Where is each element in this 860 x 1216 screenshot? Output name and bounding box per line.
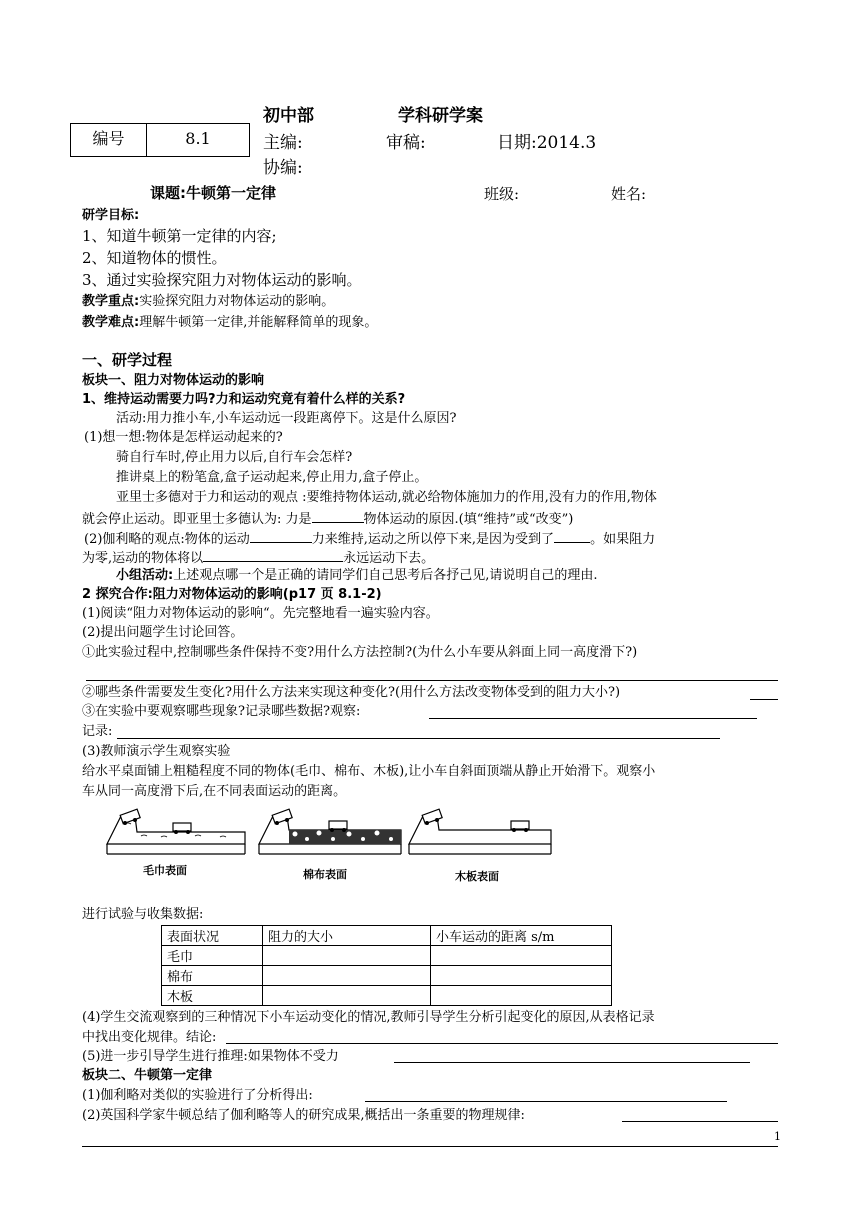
answer-line[interactable] — [226, 1043, 778, 1044]
step5-text: (5)进一步引导学生进行推理:如果物体不受力 — [82, 1049, 339, 1064]
step4-line1: (4)学生交流观察到的三种情况下小车运动变化的情况,教师引导学生分析引起变化的原因,从表格记录 — [82, 1010, 655, 1025]
chalk-text: 推讲桌上的粉笔盒,盒子运动起来,停止用力,盒子停止。 — [116, 470, 428, 485]
question-b: ②哪些条件需要发生变化?用什么方法来实现这种变化?(用什么方法改变物体受到的阻力大小?) — [82, 685, 621, 700]
topic-label: 课题:牛顿第一定律 — [150, 184, 276, 202]
think-text: (1)想一想:物体是怎样运动起来的? — [84, 430, 283, 445]
ask-text: (2)提出问题学生讨论回答。 — [82, 625, 244, 640]
data-table — [161, 925, 612, 1006]
galileo-line1 — [84, 529, 655, 548]
key-point-text: 实验探究阻力对物体运动的影响。 — [139, 294, 335, 309]
footer-rule — [82, 1146, 778, 1147]
step4-line2: 中找出变化规律。结论: — [82, 1030, 217, 1045]
table-header: 小车运动的距离 s/m — [431, 926, 612, 946]
read-text: (1)阅读“阻力对物体运动的影响“。先完整地看一遍实验内容。 — [82, 606, 439, 621]
bike-text: 骑自行车时,停止用力以后,自行车会怎样? — [116, 450, 353, 465]
number-value: 8.1 — [185, 129, 211, 148]
table-cell-empty[interactable] — [431, 966, 612, 986]
number-box — [70, 123, 250, 157]
wood-setup — [409, 809, 551, 854]
table-row — [162, 966, 612, 986]
aristotle-line2-b: 物体运动的原因.(填“维持”或“改变”) — [363, 512, 574, 527]
answer-blank[interactable] — [250, 529, 312, 543]
reviewer-label: 审稿: — [386, 133, 426, 153]
group-activity-label: 小组活动: — [116, 568, 174, 583]
key-point — [82, 294, 334, 310]
number-label: 编号 — [71, 124, 147, 156]
key-point-label: 教学重点: — [82, 294, 140, 309]
explore-heading: 2 探究合作:阻力对物体运动的影响(p17 页 8.1-2) — [82, 587, 382, 602]
answer-line[interactable] — [86, 680, 778, 681]
galileo-line2-b: 永远运动下去。 — [343, 551, 435, 566]
table-cell: 木板 — [162, 986, 263, 1006]
answer-line[interactable] — [365, 1101, 727, 1102]
answer-blank[interactable] — [203, 548, 343, 562]
galileo-line1-b: 力来维持,运动之所以停下来,是因为受到了 — [311, 532, 555, 547]
table-cell-empty[interactable] — [431, 986, 612, 1006]
doc-title: 学科研学案 — [398, 106, 483, 126]
goals-heading: 研学目标: — [82, 208, 140, 223]
galileo-line2 — [82, 548, 434, 567]
fig-label-towel: 毛巾表面 — [143, 864, 187, 877]
table-cell: 毛巾 — [162, 946, 263, 966]
table-cell: 棉布 — [162, 966, 263, 986]
goal-item: 1、知道牛顿第一定律的内容; — [82, 227, 277, 245]
coeditor-label: 协编: — [263, 158, 303, 178]
galileo-line1-c: 。如果阻力 — [590, 532, 656, 547]
table-row — [162, 986, 612, 1006]
activity-text: 活动:用力推小车,小车运动远一段距离停下。这是什么原因? — [116, 411, 457, 426]
galileo-line2-a: 为零,运动的物体将以 — [82, 551, 204, 566]
class-label: 班级: — [484, 185, 520, 203]
dept-label: 初中部 — [263, 106, 314, 126]
table-header: 阻力的大小 — [263, 926, 431, 946]
block2-galileo: (1)伽利略对类似的实验进行了分析得出: — [82, 1088, 313, 1103]
table-cell-empty[interactable] — [263, 986, 431, 1006]
table-row — [162, 946, 612, 966]
table-cell-empty[interactable] — [431, 946, 612, 966]
table-header: 表面状况 — [162, 926, 263, 946]
aristotle-line2 — [82, 509, 573, 528]
answer-line[interactable] — [394, 1062, 750, 1063]
experiment-figure — [105, 808, 555, 888]
aristotle-line2-a: 就会停止运动。即亚里士多德认为: 力是 — [82, 512, 312, 527]
answer-line[interactable] — [622, 1121, 778, 1122]
group-activity — [116, 568, 597, 584]
editor-label: 主编: — [263, 133, 303, 153]
block1-heading: 板块一、阻力对物体运动的影响 — [82, 373, 265, 388]
table-cell-empty[interactable] — [263, 966, 431, 986]
answer-line[interactable] — [750, 699, 778, 700]
answer-blank[interactable] — [312, 509, 364, 523]
question-1: 1、维持运动需要力吗?力和运动究竟有着什么样的关系? — [82, 392, 406, 407]
fig-label-wood: 木板表面 — [455, 870, 499, 883]
table-cell-empty[interactable] — [263, 946, 431, 966]
goal-item: 3、通过实验探究阻力对物体运动的影响。 — [82, 271, 362, 289]
table-header-row — [162, 926, 612, 946]
difficulty-text: 理解牛顿第一定律,并能解释简单的现象。 — [139, 315, 378, 330]
group-activity-text: 上述观点哪一个是正确的请同学们自己思考后各抒己见,请说明自己的理由. — [173, 568, 598, 583]
answer-line[interactable] — [429, 718, 757, 719]
name-label: 姓名: — [611, 185, 647, 203]
question-c: ③在实验中要观察哪些现象?记录哪些数据?观察: — [82, 704, 361, 719]
question-a: ①此实验过程中,控制哪些条件保持不变?用什么方法控制?(为什么小车要从斜面上同一高度滑下?) — [82, 645, 638, 660]
block2-heading: 板块二、牛顿第一定律 — [82, 1068, 213, 1083]
answer-line[interactable] — [117, 738, 720, 739]
answer-blank[interactable] — [554, 529, 590, 543]
galileo-line1-a: (2)伽利略的观点:物体的运动 — [84, 532, 250, 547]
demo-line1: 给水平桌面铺上粗糙程度不同的物体(毛巾、棉布、木板),让小车自斜面顶端从静止开始滑下。观察小 — [82, 764, 656, 779]
aristotle-line1: 亚里士多德对于力和运动的观点 :要维持物体运动,就必给物体施加力的作用,没有力的作用,物体 — [116, 490, 657, 505]
difficulty-label: 教学难点: — [82, 315, 140, 330]
demo-heading: (3)教师演示学生观察实验 — [82, 744, 231, 759]
demo-line2: 车从同一高度滑下后,在不同表面运动的距离。 — [82, 784, 347, 799]
goal-item: 2、知道物体的惯性。 — [82, 249, 227, 267]
record-label: 记录: — [82, 724, 113, 739]
towel-setup — [107, 809, 245, 854]
block2-newton: (2)英国科学家牛顿总结了伽利略等人的研究成果,概括出一条重要的物理规律: — [82, 1108, 525, 1123]
date-label: 日期:2014.3 — [497, 133, 597, 153]
page-number: 1 — [774, 1130, 781, 1143]
cotton-setup — [259, 809, 401, 854]
section-heading: 一、研学过程 — [82, 351, 173, 369]
difficulty-point — [82, 315, 377, 331]
collect-label: 进行试验与收集数据: — [82, 907, 204, 922]
fig-label-cotton: 棉布表面 — [303, 868, 347, 881]
